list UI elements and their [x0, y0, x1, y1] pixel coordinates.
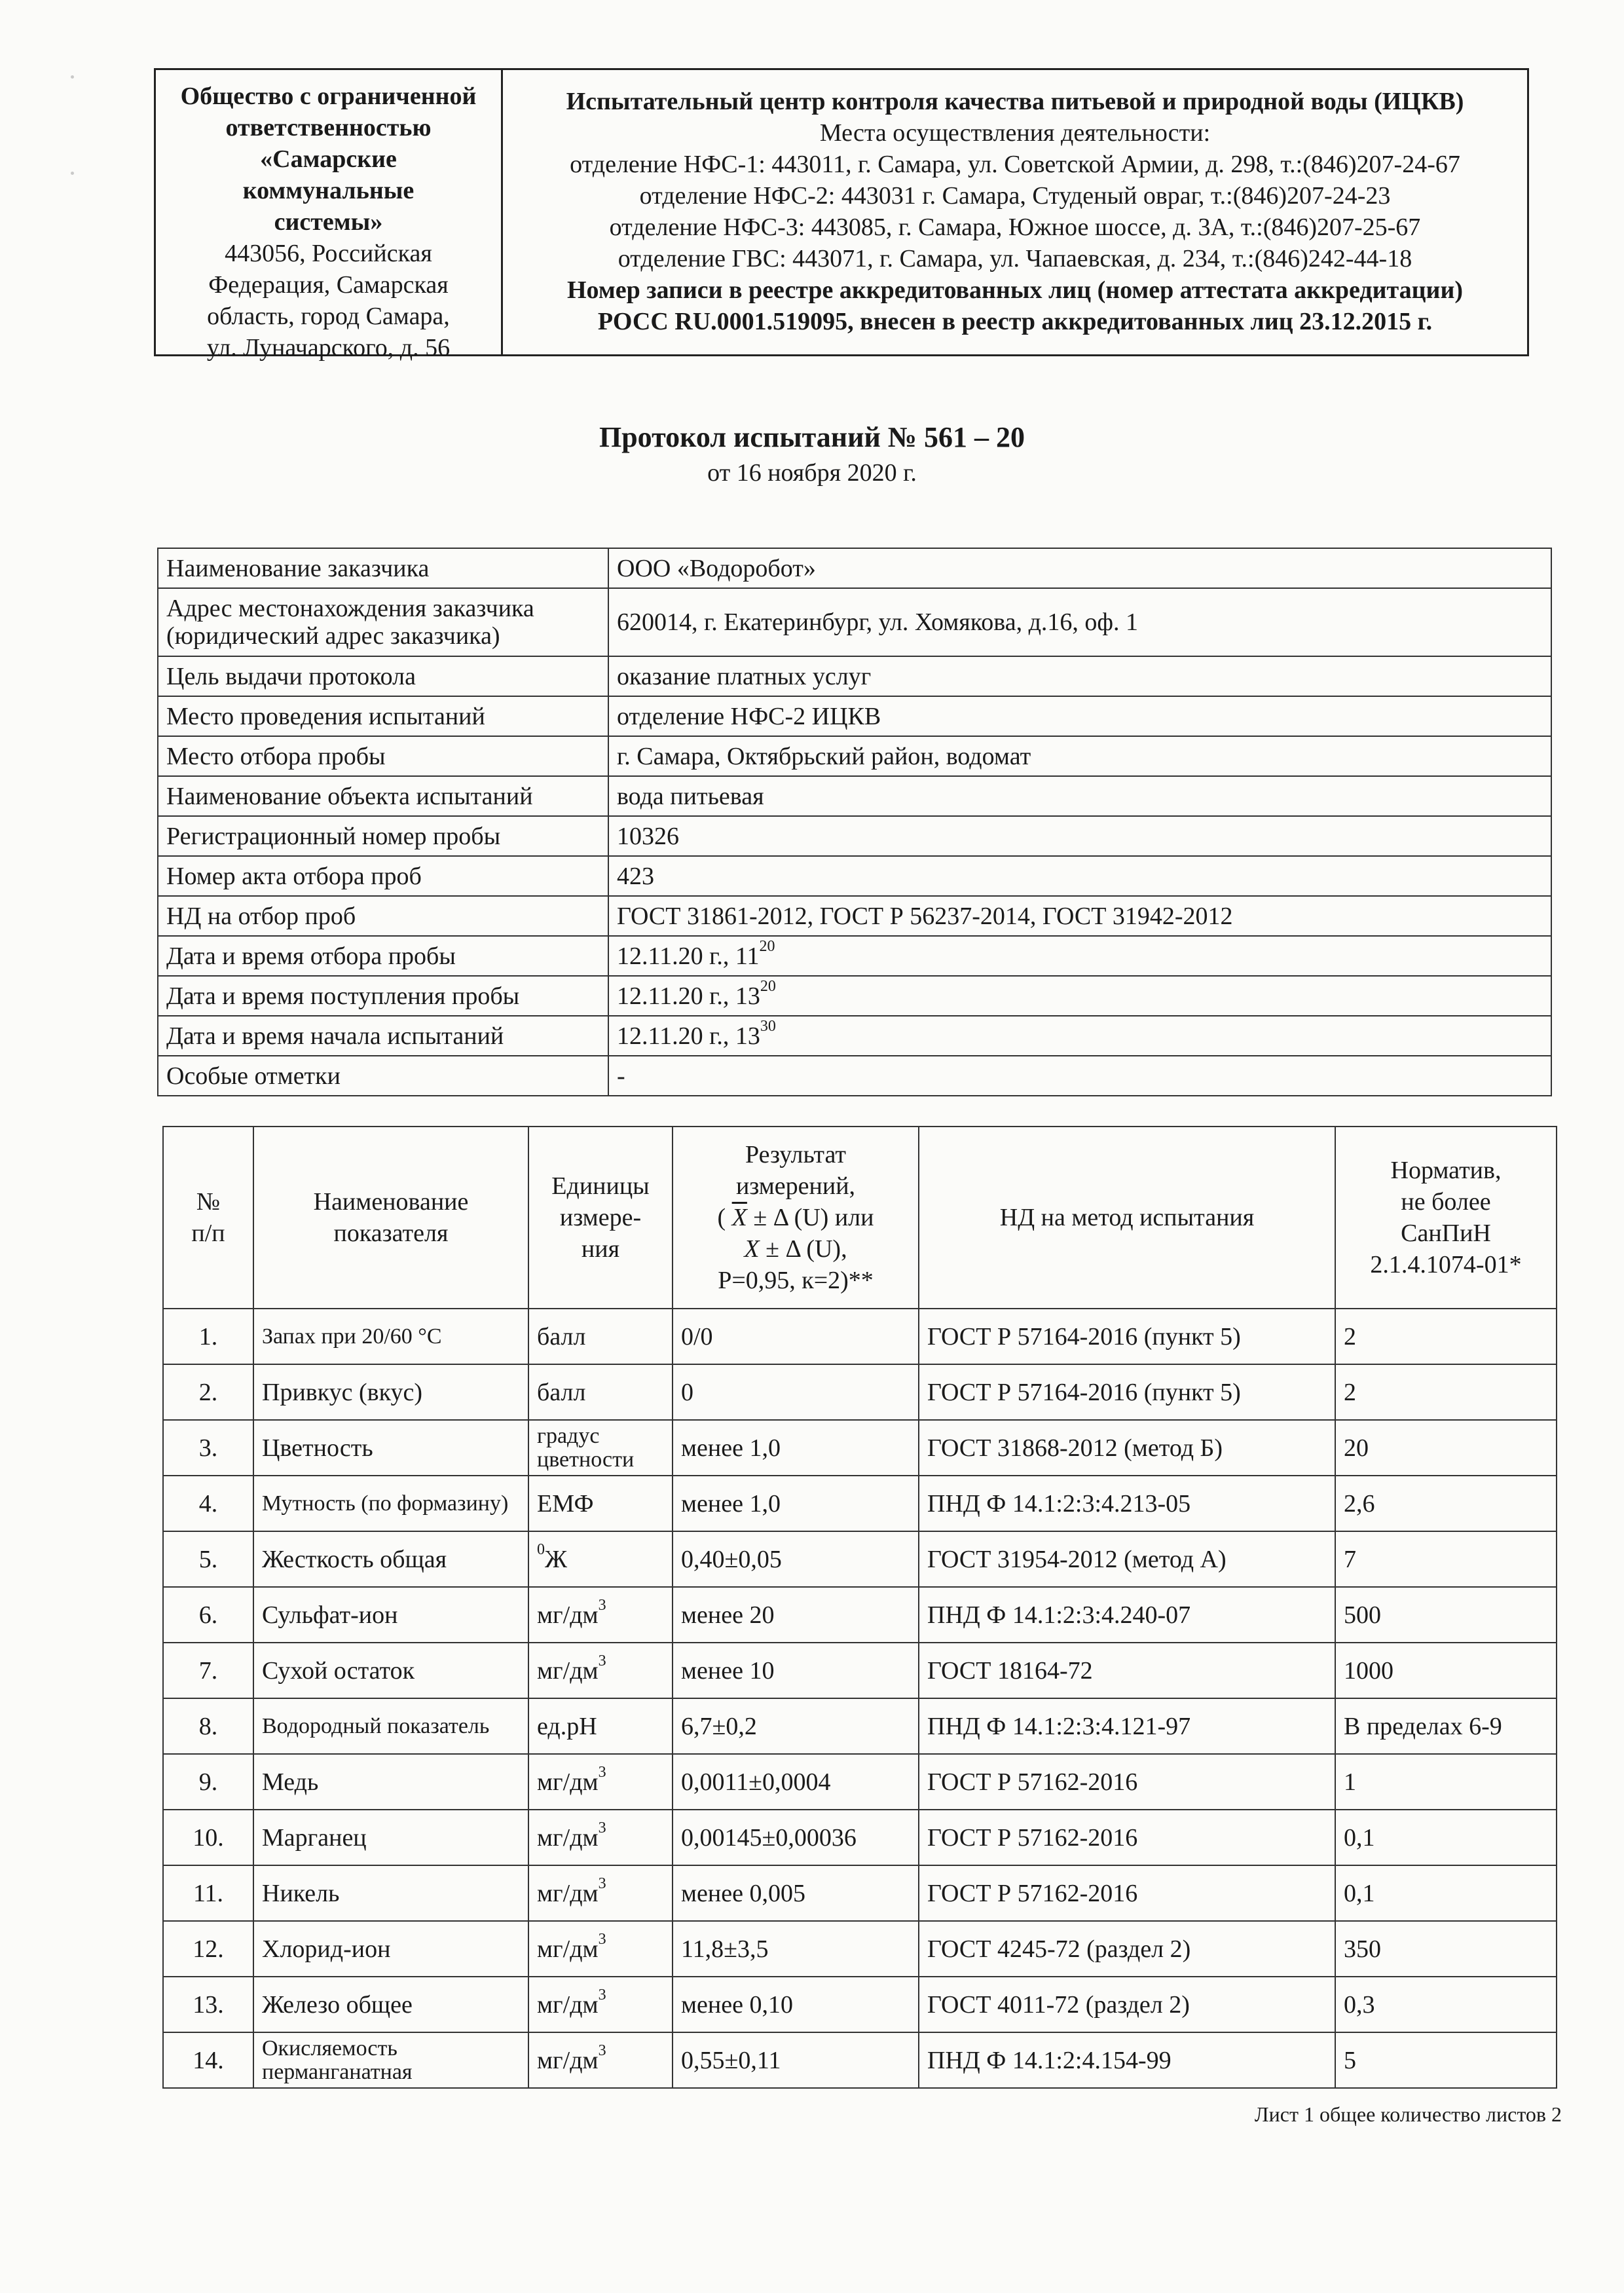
info-value-text: ГОСТ 31861-2012, ГОСТ Р 56237-2014, ГОСТ 31942-2012: [617, 902, 1233, 930]
org-name-line: коммунальные: [242, 177, 415, 204]
result-row: [163, 1754, 1557, 1810]
measurement-result: менее 0,005: [673, 1865, 919, 1921]
sample-info-table: [157, 548, 1552, 1096]
accreditation-line: Номер записи в реестре аккредитованных лиц (номер аттестата аккредитации): [567, 276, 1463, 304]
result-row: [163, 1698, 1557, 1754]
results-header-row: [163, 1127, 1557, 1309]
info-value: [608, 696, 1551, 736]
info-value-text: ООО «Водоробот»: [617, 554, 816, 582]
info-value: [608, 936, 1551, 976]
indicator-name: Марганец: [253, 1810, 528, 1865]
indicator-name: Привкус (вкус): [253, 1364, 528, 1420]
result-row: [163, 1364, 1557, 1420]
indicator-name: Мутность (по формазину): [253, 1476, 528, 1531]
lab-places-label: Места осуществления деятельности:: [819, 119, 1211, 147]
unit-prefix: 0: [537, 1540, 545, 1558]
result-row: [163, 2032, 1557, 2088]
info-row: [158, 696, 1551, 736]
indicator-name: Хлорид-ион: [253, 1921, 528, 1977]
org-address-line: 443056, Российская: [225, 240, 432, 267]
row-number: 1.: [163, 1309, 253, 1364]
unit-cell: [528, 1587, 673, 1643]
row-number: 2.: [163, 1364, 253, 1420]
test-method: ГОСТ 18164-72: [919, 1643, 1335, 1698]
result-row: [163, 1420, 1557, 1476]
info-value: [608, 736, 1551, 776]
info-label: Наименование объекта испытаний: [158, 776, 608, 816]
info-value-text: отделение НФС-2 ИЦКВ: [617, 702, 881, 730]
info-row: [158, 548, 1551, 588]
unit-text: балл: [537, 1322, 586, 1351]
row-number: 4.: [163, 1476, 253, 1531]
result-row: [163, 1977, 1557, 2032]
org-name-line: системы»: [274, 208, 383, 236]
accreditation-line: РОСС RU.0001.519095, внесен в реестр аккредитованных лиц 23.12.2015 г.: [597, 308, 1433, 335]
test-method: ГОСТ Р 57164-2016 (пункт 5): [919, 1309, 1335, 1364]
scan-speck: [71, 172, 74, 175]
norm-value: 500: [1335, 1587, 1557, 1643]
info-value: [608, 548, 1551, 588]
result-row: [163, 1921, 1557, 1977]
measurement-result: 0,00145±0,00036: [673, 1810, 919, 1865]
unit-text: мг/дм: [537, 1990, 599, 2019]
norm-value: 20: [1335, 1420, 1557, 1476]
row-number: 10.: [163, 1810, 253, 1865]
header-norm: Норматив, не более СанПиН 2.1.4.1074-01*: [1335, 1127, 1557, 1309]
info-row: [158, 588, 1551, 656]
indicator-name: Сульфат-ион: [253, 1587, 528, 1643]
unit-cell: [528, 1977, 673, 2032]
indicator-name: Водородный показатель: [253, 1698, 528, 1754]
unit-text: мг/дм: [537, 1935, 599, 1963]
row-number: 8.: [163, 1698, 253, 1754]
measurement-result: 11,8±3,5: [673, 1921, 919, 1977]
info-row: [158, 976, 1551, 1016]
measurement-result: менее 10: [673, 1643, 919, 1698]
unit-exponent: 3: [598, 1874, 606, 1892]
unit-text: мг/дм: [537, 1823, 599, 1852]
indicator-name: Никель: [253, 1865, 528, 1921]
info-label: Номер акта отбора проб: [158, 856, 608, 896]
row-number: 7.: [163, 1643, 253, 1698]
results-table: [162, 1126, 1557, 2089]
unit-cell: [528, 1476, 673, 1531]
org-address-line: область, город Самара,: [207, 303, 450, 330]
info-label: Адрес местонахождения заказчика (юридический адрес заказчика): [158, 588, 608, 656]
unit-text: мг/дм: [537, 1768, 599, 1796]
time-minutes: 20: [760, 977, 776, 995]
unit-cell: [528, 1420, 673, 1476]
info-value: [608, 976, 1551, 1016]
result-row: [163, 1865, 1557, 1921]
header-method: НД на метод испытания: [919, 1127, 1335, 1309]
test-method: ГОСТ Р 57164-2016 (пункт 5): [919, 1364, 1335, 1420]
row-number: 11.: [163, 1865, 253, 1921]
row-number: 9.: [163, 1754, 253, 1810]
info-value-text: 10326: [617, 822, 679, 850]
norm-value: 1: [1335, 1754, 1557, 1810]
test-method: ГОСТ 31868-2012 (метод Б): [919, 1420, 1335, 1476]
header-name: Наименование показателя: [253, 1127, 528, 1309]
test-method: ГОСТ 31954-2012 (метод А): [919, 1531, 1335, 1587]
info-row: [158, 736, 1551, 776]
header-num: № п/п: [163, 1127, 253, 1309]
lab-title: Испытательный центр контроля качества питьевой и природной воды (ИЦКВ): [566, 88, 1464, 115]
unit-exponent: 3: [598, 1652, 606, 1669]
unit-exponent: 3: [598, 1763, 606, 1781]
info-label: Особые отметки: [158, 1056, 608, 1096]
lab-branch: отделение НФС-3: 443085, г. Самара, Южное шоссе, д. 3А, т.:(846)207-25-67: [609, 214, 1421, 241]
measurement-result: 0,40±0,05: [673, 1531, 919, 1587]
measurement-result: 6,7±0,2: [673, 1698, 919, 1754]
unit-text: балл: [537, 1378, 586, 1406]
organization-cell: [156, 70, 503, 362]
info-value: [608, 776, 1551, 816]
info-value-text: 12.11.20 г., 11: [617, 942, 760, 970]
lab-cell: [503, 70, 1527, 354]
norm-value: 2: [1335, 1364, 1557, 1420]
result-row: [163, 1476, 1557, 1531]
norm-value: 350: [1335, 1921, 1557, 1977]
result-row: [163, 1309, 1557, 1364]
unit-text: ед.pH: [537, 1712, 597, 1740]
norm-value: 0,1: [1335, 1865, 1557, 1921]
time-minutes: 30: [760, 1017, 776, 1035]
info-value-text: г. Самара, Октябрьский район, водомат: [617, 742, 1031, 770]
unit-text: мг/дм: [537, 1656, 599, 1685]
test-method: ПНД Ф 14.1:2:3:4.121-97: [919, 1698, 1335, 1754]
protocol-date: от 16 ноября 2020 г.: [707, 459, 917, 487]
info-value: [608, 816, 1551, 856]
info-row: [158, 1056, 1551, 1096]
info-value-text: 620014, г. Екатеринбург, ул. Хомякова, д.16, оф. 1: [617, 608, 1139, 636]
unit-exponent: 3: [598, 1930, 606, 1948]
unit-exponent: 3: [598, 1596, 606, 1614]
unit-cell: [528, 1754, 673, 1810]
result-row: [163, 1810, 1557, 1865]
time-minutes: 20: [759, 937, 775, 955]
unit-text: Ж: [545, 1545, 568, 1573]
norm-value: 7: [1335, 1531, 1557, 1587]
test-method: ПНД Ф 14.1:2:4.154-99: [919, 2032, 1335, 2088]
org-address-line: ул. Луначарского, д. 56: [206, 334, 451, 362]
lab-branch: отделение ГВС: 443071, г. Самара, ул. Чапаевская, д. 234, т.:(846)242-44-18: [618, 245, 1412, 272]
info-label: Наименование заказчика: [158, 548, 608, 588]
test-method: ГОСТ Р 57162-2016: [919, 1754, 1335, 1810]
measurement-result: 0/0: [673, 1309, 919, 1364]
test-method: ПНД Ф 14.1:2:3:4.240-07: [919, 1587, 1335, 1643]
row-number: 12.: [163, 1921, 253, 1977]
indicator-name: Запах при 20/60 °С: [253, 1309, 528, 1364]
org-name-line: «Самарские: [260, 145, 397, 173]
info-row: [158, 1016, 1551, 1056]
info-row: [158, 776, 1551, 816]
org-name-line: Общество с ограниченной: [180, 83, 477, 110]
indicator-name: Окисляемость перманганатная: [253, 2032, 528, 2088]
info-label: Дата и время отбора пробы: [158, 936, 608, 976]
unit-cell: [528, 2032, 673, 2088]
unit-text: мг/дм: [537, 1601, 599, 1629]
unit-cell: [528, 1810, 673, 1865]
scan-speck: [71, 75, 74, 79]
info-label: Дата и время поступления пробы: [158, 976, 608, 1016]
unit-exponent: 3: [598, 1986, 606, 2004]
unit-cell: [528, 1364, 673, 1420]
unit-cell: [528, 1698, 673, 1754]
info-row: [158, 656, 1551, 696]
measurement-result: менее 1,0: [673, 1476, 919, 1531]
norm-value: 2: [1335, 1309, 1557, 1364]
info-label: Регистрационный номер пробы: [158, 816, 608, 856]
measurement-result: менее 0,10: [673, 1977, 919, 2032]
info-row: [158, 936, 1551, 976]
norm-value: 1000: [1335, 1643, 1557, 1698]
measurement-result: менее 20: [673, 1587, 919, 1643]
unit-cell: [528, 1921, 673, 1977]
unit-text: мг/дм: [537, 1879, 599, 1907]
test-method: ГОСТ 4245-72 (раздел 2): [919, 1921, 1335, 1977]
info-label: Дата и время начала испытаний: [158, 1016, 608, 1056]
protocol-title: Протокол испытаний № 561 – 20: [599, 421, 1025, 453]
letterhead: [154, 68, 1529, 362]
info-label: Цель выдачи протокола: [158, 656, 608, 696]
unit-cell: [528, 1309, 673, 1364]
row-number: 6.: [163, 1587, 253, 1643]
indicator-name: Жесткость общая: [253, 1531, 528, 1587]
page-footer: Лист 1 общее количество листов 2: [1254, 2102, 1562, 2126]
test-method: ГОСТ 4011-72 (раздел 2): [919, 1977, 1335, 2032]
measurement-result: 0,0011±0,0004: [673, 1754, 919, 1810]
test-method: ПНД Ф 14.1:2:3:4.213-05: [919, 1476, 1335, 1531]
unit-text: ЕМФ: [537, 1489, 594, 1518]
unit-exponent: 3: [598, 1819, 606, 1836]
info-value: [608, 1056, 1551, 1096]
info-value: [608, 1016, 1551, 1056]
indicator-name: Цветность: [253, 1420, 528, 1476]
lab-branch: отделение НФС-2: 443031 г. Самара, Студеный овраг, т.:(846)207-24-23: [639, 182, 1391, 210]
row-number: 5.: [163, 1531, 253, 1587]
norm-value: 0,1: [1335, 1810, 1557, 1865]
info-row: [158, 816, 1551, 856]
info-value-text: вода питьевая: [617, 782, 764, 810]
info-value-text: -: [617, 1062, 625, 1090]
lab-branch: отделение НФС-1: 443011, г. Самара, ул. Советской Армии, д. 298, т.:(846)207-24-67: [570, 151, 1460, 178]
norm-value: 0,3: [1335, 1977, 1557, 2032]
info-label: Место отбора пробы: [158, 736, 608, 776]
header-result: Результат измерений, ( $\overline{X} \pm \Delta$ (U) или X ± Δ (U), Р=0,95, к=2)**: [673, 1127, 919, 1309]
info-value: [608, 856, 1551, 896]
header-unit: Единицы измере- ния: [528, 1127, 673, 1309]
org-name-line: ответственностью: [225, 114, 432, 141]
result-row: [163, 1587, 1557, 1643]
unit-cell: [528, 1531, 673, 1587]
info-value: [608, 588, 1551, 656]
result-row: [163, 1643, 1557, 1698]
measurement-result: менее 1,0: [673, 1420, 919, 1476]
info-label: НД на отбор проб: [158, 896, 608, 936]
measurement-result: 0: [673, 1364, 919, 1420]
unit-text: градус цветности: [537, 1423, 635, 1472]
info-value-text: 423: [617, 862, 654, 890]
indicator-name: Железо общее: [253, 1977, 528, 2032]
info-row: [158, 896, 1551, 936]
info-value: [608, 656, 1551, 696]
row-number: 3.: [163, 1420, 253, 1476]
norm-value: 5: [1335, 2032, 1557, 2088]
test-method: ГОСТ Р 57162-2016: [919, 1865, 1335, 1921]
row-number: 13.: [163, 1977, 253, 2032]
info-value-text: 12.11.20 г., 13: [617, 982, 760, 1010]
unit-cell: [528, 1865, 673, 1921]
unit-exponent: 3: [598, 2041, 606, 2059]
measurement-result: 0,55±0,11: [673, 2032, 919, 2088]
row-number: 14.: [163, 2032, 253, 2088]
test-method: ГОСТ Р 57162-2016: [919, 1810, 1335, 1865]
info-value-text: оказание платных услуг: [617, 662, 872, 690]
indicator-name: Сухой остаток: [253, 1643, 528, 1698]
info-value: [608, 896, 1551, 936]
unit-cell: [528, 1643, 673, 1698]
indicator-name: Медь: [253, 1754, 528, 1810]
unit-text: мг/дм: [537, 2046, 599, 2074]
norm-value: В пределах 6-9: [1335, 1698, 1557, 1754]
norm-value: 2,6: [1335, 1476, 1557, 1531]
info-row: [158, 856, 1551, 896]
info-label: Место проведения испытаний: [158, 696, 608, 736]
org-address-line: Федерация, Самарская: [208, 271, 449, 299]
result-row: [163, 1531, 1557, 1587]
info-value-text: 12.11.20 г., 13: [617, 1022, 760, 1050]
